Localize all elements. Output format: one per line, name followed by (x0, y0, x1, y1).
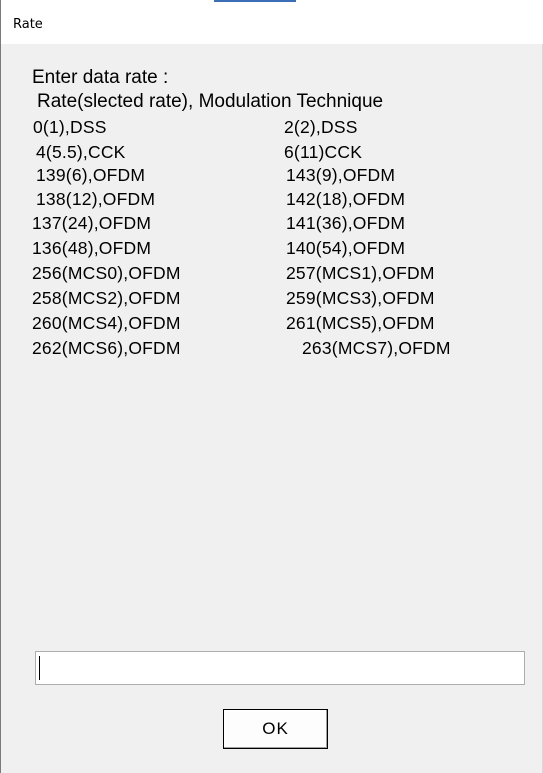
prompt-label: Enter data rate : (32, 67, 169, 88)
rate-option-right: 261(MCS5),OFDM (286, 313, 435, 333)
rate-option-left: 262(MCS6),OFDM (32, 338, 181, 358)
rate-option-left: 138(12),OFDM (36, 189, 156, 209)
rate-option-left: 137(24),OFDM (32, 213, 152, 233)
ok-button[interactable]: OK (223, 709, 328, 749)
rate-option-left: 139(6),OFDM (36, 165, 146, 185)
rate-option-right: 143(9),OFDM (286, 165, 396, 185)
rate-option-right: 141(36),OFDM (286, 213, 406, 233)
rate-option-right: 263(MCS7),OFDM (302, 338, 451, 358)
rate-input[interactable] (35, 651, 525, 685)
rate-option-right: 257(MCS1),OFDM (286, 263, 435, 283)
accent-line (214, 0, 296, 2)
rate-option-right: 2(2),DSS (284, 117, 358, 137)
rate-option-left: 258(MCS2),OFDM (32, 288, 181, 308)
window-title: Rate (13, 17, 43, 32)
rate-option-right: 259(MCS3),OFDM (286, 288, 435, 308)
title-bar[interactable] (1, 0, 543, 44)
rate-list-header: Rate(slected rate), Modulation Technique (37, 91, 384, 112)
rate-option-left: 256(MCS0),OFDM (32, 263, 181, 283)
rate-option-right: 140(54),OFDM (286, 238, 406, 258)
rate-option-left: 260(MCS4),OFDM (32, 313, 181, 333)
rate-option-right: 142(18),OFDM (286, 189, 406, 209)
rate-option-left: 4(5.5),CCK (36, 142, 126, 162)
rate-option-right: 6(11)CCK (284, 142, 363, 162)
rate-option-left: 0(1),DSS (33, 117, 107, 137)
text-caret (39, 656, 40, 680)
rate-option-left: 136(48),OFDM (32, 238, 152, 258)
